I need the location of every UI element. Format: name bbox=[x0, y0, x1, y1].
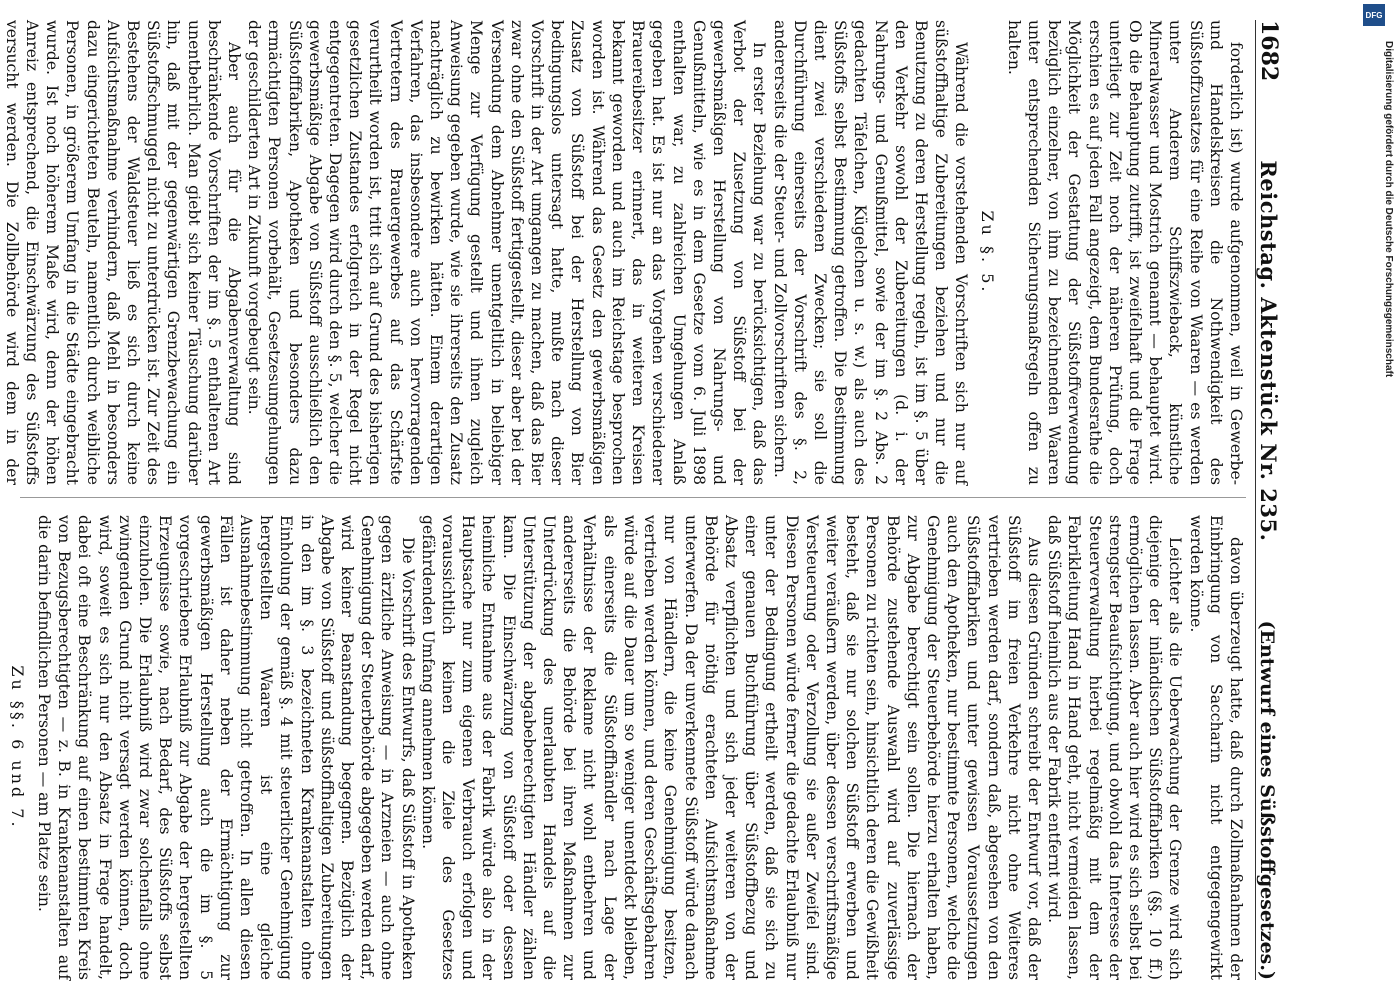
left-text-column bbox=[2, 20, 1246, 485]
section-heading: Zu §. 5. bbox=[977, 210, 997, 295]
paragraph: Leichter als die Ueberwachung der Grenze wird sich diejenige der inländischen Süßstofffabriken (§§. 10 ff.) ermöglichen lassen. Aber auch hier wird es sich selbst bei strengster Beaufsichtigung, und obwohl das Interesse der Steuerverwaltung hierbei regelmäßig mit dem der Fabrikleitung Hand in Hand geht, nicht vermeiden lassen, daß Süßstoff heimlich aus der Fabrik entfernt wird. bbox=[1045, 515, 1185, 980]
paragraph: Aber auch für die Abgabenverwaltung sind beschränkende Vorschriften der im §. 5 enthaltenen Art unentbehrlich. Man giebt sich keiner Täuschung darüber hin, daß mit der gegenwärtigen Grenzbewachung ein Süßstoffschmuggel nicht zu unterdrücken ist. Zur Zeit des Bestehens der Waldsteuer ließ es sich durch keine Aufsichtsmaßnahme verhindern, daß Mehl in besonders dazu eingerichteten Beuteln, namentlich durch weibliche Personen, in größerem Umfang in die Städte eingebracht wurde. Ist noch höherem Maße wird, denn der höhen Anreiz entsprechend, die Einschwärzung des Süßstoffs versucht werden. Die Zollbehörde wird dem in der bbox=[2, 20, 244, 485]
sidebar-credit bbox=[1363, 0, 1393, 1000]
dfg-logo: DFG bbox=[1363, 4, 1385, 26]
paragraph bbox=[0, 515, 2, 980]
running-title: Reichstag. Aktenstück Nr. 235. bbox=[1256, 160, 1281, 542]
paragraph: Während die vorstehenden Vorschriften sich nur auf süßstoffhaltige Zubereitungen beziehen und nur die Benutzung zu deren Herstellung regeln, ist im §. 5 über den Verkehr sowohl der Zubereitungen (d. i. der Nahrungs- und Genußmittel, sowie der im §. 2 Abs. 2 gedachten Täfelchen, Kügelchen u. s. w.) als auch des Süßstoffs selbst Bestimmung getroffen. Die Bestimmung dient zwei verschiedenen Zwecken; sie soll die Durchführung einerseits der Vorschrift des §. 2, andererseits die der Steuer- und Zollvorschriften sichern. bbox=[770, 20, 971, 485]
column-divider bbox=[20, 497, 1246, 498]
right-text-column bbox=[7, 515, 1246, 980]
paragraph: davon überzeugt hatte, daß durch Zollmaßnahmen der Einbringung von Saccharin nicht entgegengewirkt werden könne. bbox=[1186, 515, 1245, 980]
paragraph: Aus diesen Gründen schreibt der Entwurf vor, daß der Süßstoff im freien Verkehre nicht ohne Weiteres vertrieben werden darf, sondern daß, abgesehen von den Süßstofffabriken und unter gewissen Voraussetzungen auch den Apotheken, nur bestimmte Personen, welche die Genehmigung der Steuerbehörde hierzu erhalten haben, zur Abgabe berechtigt sein sollen. Die hiernach der Behörde zustehende Auswahl wird auf zuverlässige Personen zu richten sein, hinsichtlich deren die Gewißheit besteht, daß sie nur solchen Süßstoff erwerben und weiter veräußern werden, über dessen verschriftsmäßige Versteuerung oder Verzollung sie außer Zweifel sind. Diesen Personen würde ferner die gedachte Erlaubniß nur unter der Bedingung ertheilt werden, daß sie sich zu einer genauen Buchführung über Süßstoffbezug und Absatz verpflichten und sich jeder weiteren von der Behörde für nöthig erachteten Aufsichtsmaßnahme unterwerfen. Da der unverkennete Süßstoff würde danach nur von Händlern, die keine Genehmigung besitzen, vertrieben werden können, und deren Geschäftsgebahren würde auf die Dauer um so weniger unentdeckt bleiben, als einerseits die Süßstoffhändler nach Lage der Verhältnisse der Reklame nicht wohl entbehren und andererseits die Behörde bei ihren Maßnahmen zur Unterdrückung des unerlaubten Handels auf die Unterstützung der abgabeberechtigten Händler zählen kann. Die Einschwärzung von Süßstoff oder dessen heimliche Entnahme aus der Fabrik würde also in der Hauptsache nur zum eigenen Verbrauch erfolgen und voraussichtlich keinen die Ziele des Gesetzes gefährdenden Umfang annehmen können. bbox=[418, 515, 1043, 980]
funding-credit: Digitalisierung gefördert durch die Deutsche Forschungsgemeinschaft bbox=[1383, 41, 1394, 378]
page-header bbox=[1255, 20, 1292, 980]
document-subject: (Entwurf eines Süßstoffgesetzes.) bbox=[1256, 620, 1278, 980]
section-heading: Zu §§. 6 und 7. bbox=[7, 665, 27, 830]
page-number: 1682 bbox=[1256, 20, 1282, 82]
paragraph: Die Vorschrift des Entwurfs, daß Süßstoff in Apotheken gegen ärztliche Anweisung — in Arzneien — auch ohne Genehmigung der Steuerbehörde abgegeben werden darf, wird keiner Beanstandung begegnen. Bezüglich der Abgabe von Süßstoff und süßstoffhaltigen Zubereitungen in den im §. 3 bezeichneten Krankenanstalten ohne Einholung der gemäß §. 4 mit steuerlicher Genehmigung hergestellten Waaren ist eine gleiche Ausnahmebestimmung nicht getroffen. In allen diesen Fällen ist daher neben der Ermächtigung zur gewerbsmäßigen Herstellung auch die im §. 5 vorgeschriebene Erlaubniß zur Abgabe der hergestellten Erzeugnisse sowie, nach Bedarf, des Süßstoffs selbst einzuholen. Die Erlaubniß wird zwar solchenfalls ohne zwingenden Grund nicht versagt werden können, doch wird, soweit es sich nur den Absatz in Frage handelt, dabei oft eine Beschränkung auf einen bestimmten Kreis von Bezugsberechtigten — z. B. in Krankenanstalten auf die darin befindlichen Personen — am Platze sein. bbox=[35, 515, 417, 980]
paragraph: forderlich ist) wurde aufgenommen, weil in Gewerbe- und Handelskreisen die Nothwendigkeit des Süßstoffzusatzes für eine Reihe von Waaren — es werden unter Anderem Schiffszwieback, künstliche Mineralwasser und Mostrich genannt — behauptet wird. Ob die Behauptung zutrifft, ist zweifelhaft und die Frage unterliegt zur Zeit noch der näheren Prüfung, doch erschien es auf jeden Fall angezeigt, dem Bundesrathe die Möglichkeit der Gestattung der Süßstoffverwendung bezüglich einzelner, von ihm zu bezeichnenden Waaren unter entsprechenden Sicherungsmaßregeln offen zu halten. bbox=[1004, 20, 1245, 485]
paragraph: In erster Beziehung war zu berücksichtigen, daß das Verbot der Zusetzung von Süßstoff bei der gewerbsmäßigen Herstellung von Nahrungs- und Genußmitteln, wie es in dem Gesetze vom 6. Juli 1898 enthalten war, zu zahlreichen Umgehungen Anlaß gegeben hat. Es ist nur an das Vorgehen verschiedener Brauereibesitzer erinnert, das in weiteren Kreisen bekannt geworden und auch im Reichstage besprochen worden ist. Während das Gesetz den gewerbsmäßigen Zusatz von Süßstoff bei der Herstellung von Bier bedingungslos untersagt hatte, mußte nach dieser Vorschrift in der Art umgangen zu machen, daß das Bier zwar ohne den Süßstoff fertiggestellt, dieser aber bei der Versendung dem Abnehmer unentgeltlich in beliebiger Menge zur Verfügung gestellt und ihnen zugleich Anweisung gegeben wurde, wie sie ihrerseits den Zusatz nachträglich zu bewirken hätten. Einem derartigen Verfahren, das insbesondere auch von hervorragenden Vertretern des Brauergewerbes auf das Schärfste verurtheilt worden ist, tritt sich auf Grund des bisherigen gesetzlichen Zustandes erfolgreich in der Regel nicht entgegentreten. Dagegen wird durch den §. 5, welcher die gewerbsmäßige Abgabe von Süßstoff ausschließlich den Süßstofffabriken, Apotheken und besonders dazu ermächtigten Personen vorbehält, Gesetzesumgehungen der geschilderten Art in Zukunft vorgebeugt sein. bbox=[245, 20, 769, 485]
